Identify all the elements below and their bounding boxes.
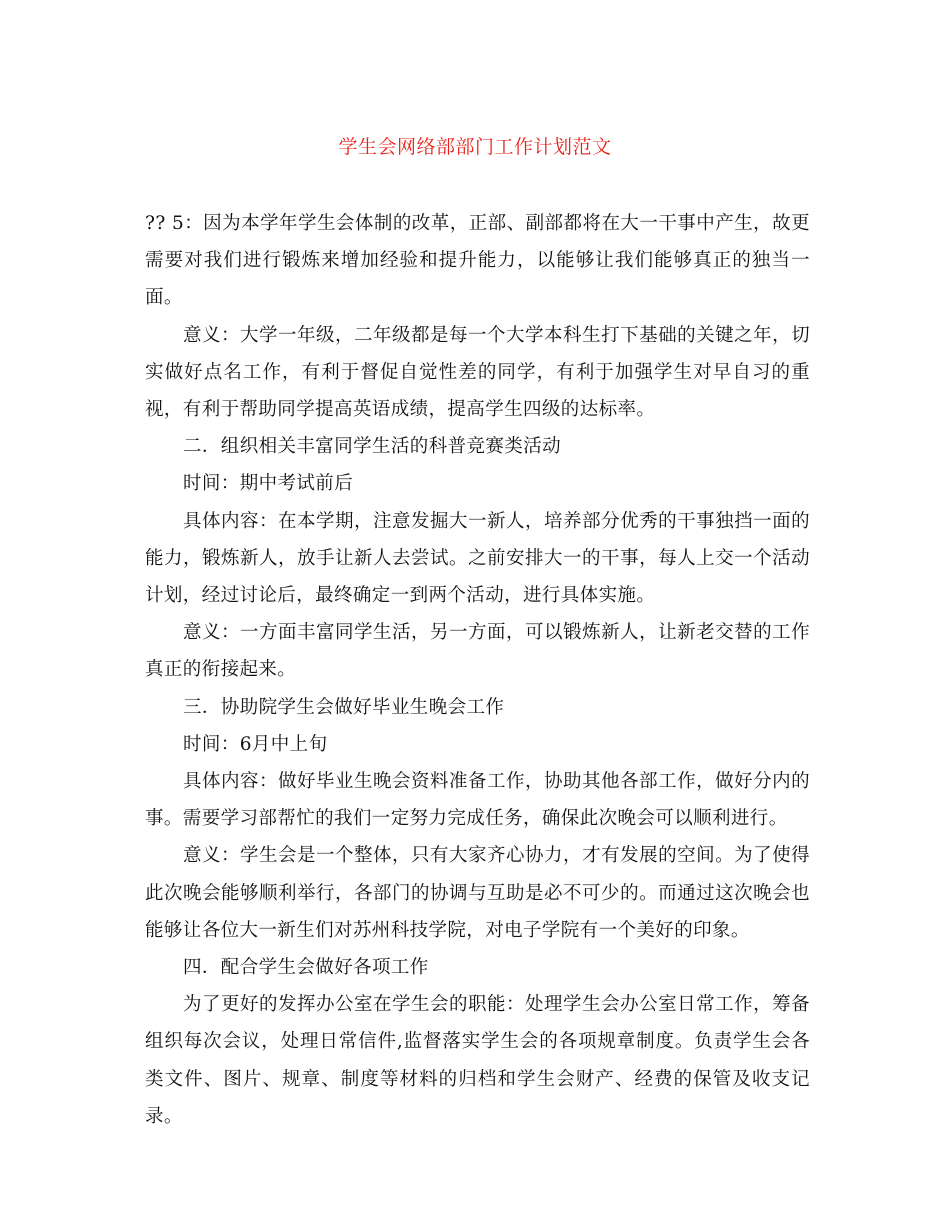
section-content-4: 为了更好的发挥办公室在学生会的职能：处理学生会办公室日常工作，筹备组织每次会议，处理日常信件,监督落实学生会的各项规章制度。负责学生会各类文件、图片、规章、制度等材料的归档和学生会财产、经费的保管及收支记录。 [145,994,810,1127]
section-content-2: 具体内容：在本学期，注意发掘大一新人，培养部分优秀的干事独挡一面的能力，锻炼新人，放手让新人去尝试。之前安排大一的干事，每人上交一个活动计划，经过讨论后，最终确定一到两个活动，进行具体实施。 [145,510,810,607]
section-heading-2: 二．组织相关丰富同学生活的科普竞赛类活动 [183,436,562,458]
paragraph-intro: ?? 5：因为本学年学生会体制的改革，正部、副部都将在大一干事中产生，故更需要对我们进行锻炼来增加经验和提升能力，以能够让我们能够真正的独当一面。 [145,213,810,309]
section-significance-3: 意义：学生会是一个整体，只有大家齐心协力，才有发展的空间。为了使得此次晚会能够顺利举行，各部门的协调与互助是必不可少的。而通过这次晚会也能够让各位大一新生们对苏州科技学院，对电子学院有一个美好的印象。 [145,845,810,941]
section-time-2: 时间：期中考试前后 [183,473,354,495]
document-title: 学生会网络部部门工作计划范文 [338,136,612,158]
section-heading-3: 三．协助院学生会做好毕业生晚会工作 [183,696,505,718]
document-body [145,205,810,1135]
section-content-3: 具体内容：做好毕业生晚会资料准备工作，协助其他各部工作，做好分内的事。需要学习部帮忙的我们一定努力完成任务，确保此次晚会可以顺利进行。 [145,771,810,830]
section-heading-4: 四．配合学生会做好各项工作 [183,957,429,979]
section-time-3: 时间：6月中上旬 [183,733,328,755]
section-significance-2: 意义：一方面丰富同学生活，另一方面，可以锻炼新人，让新老交替的工作真正的衔接起来。 [145,622,810,681]
paragraph-significance-1: 意义：大学一年级，二年级都是每一个大学本科生打下基础的关键之年，切实做好点名工作，有利于督促自觉性差的同学，有利于加强学生对早自习的重视，有利于帮助同学提高英语成绩，提高学生四级的达标率。 [145,324,810,421]
